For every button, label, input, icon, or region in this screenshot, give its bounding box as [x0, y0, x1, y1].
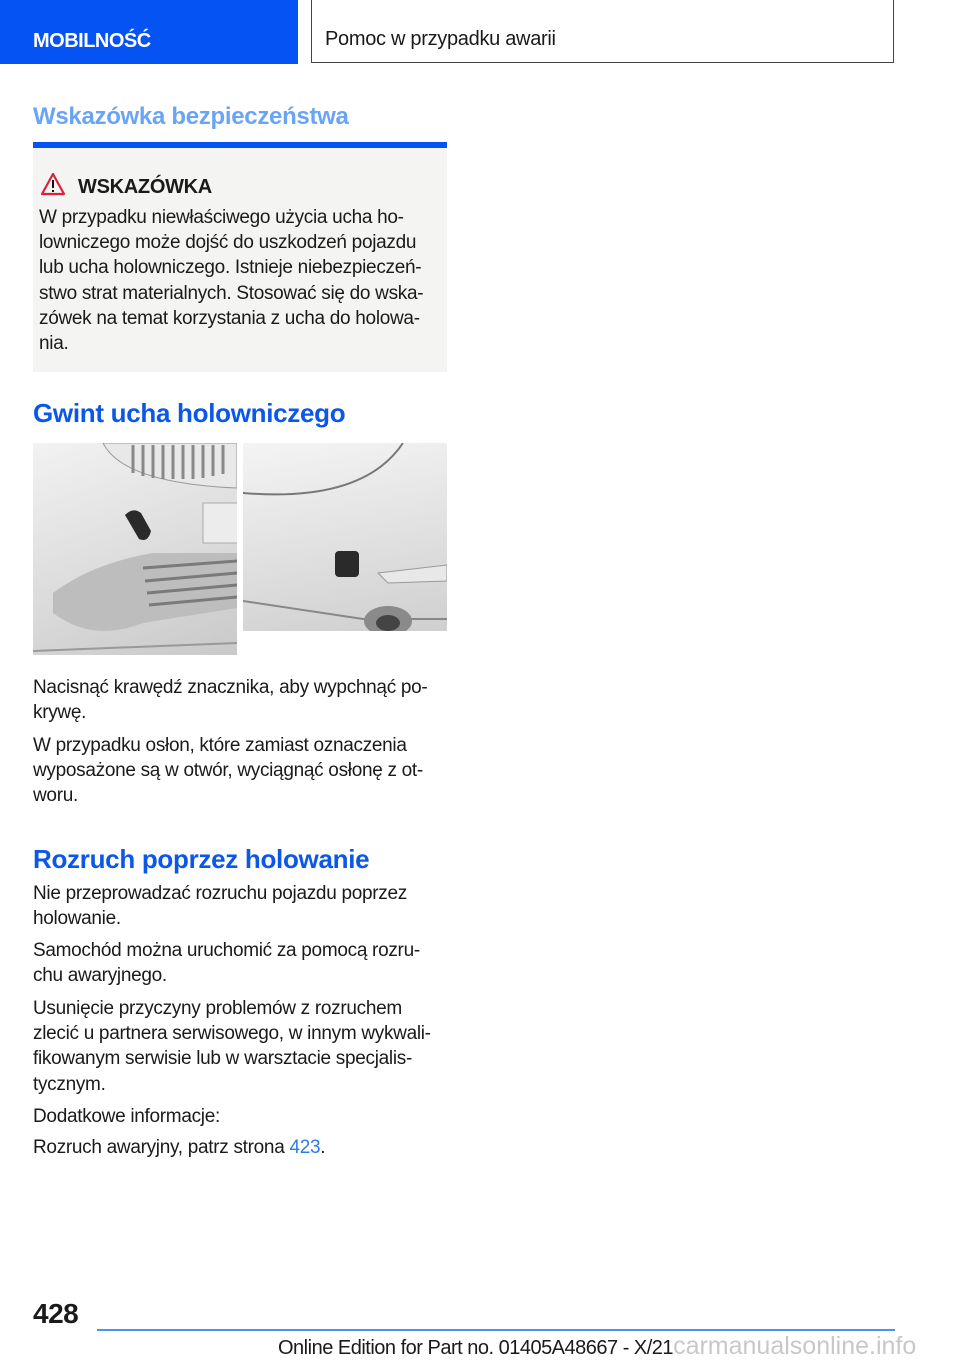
edition-text: Online Edition for Part no. 01405A48667 - X/21: [278, 1337, 674, 1359]
thread-heading: Gwint ucha holowniczego: [33, 398, 346, 428]
chapter-tab: [311, 0, 894, 63]
towstart-paragraph-4: Dodatkowe informacje:: [33, 1106, 220, 1127]
towstart-paragraph-3: Usunięcie przyczyny problemów z rozruchem zlecić u partnera serwisowego, w innym wykwali- fikowanym serwisie lub w warsztacie specjalis- tycznym.: [33, 998, 431, 1095]
thread-paragraph-1: Nacisnąć krawędź znacznika, aby wypchnąć po- krywę.: [33, 677, 428, 724]
safety-heading: Wskazówka bezpieczeństwa: [33, 103, 349, 130]
warning-triangle-icon: [40, 172, 66, 196]
section-tab: [0, 0, 298, 64]
warning-text: W przypadku niewłaściwego użycia ucha ho- lowniczego może dojść do uszkodzeń pojazdu lub ucha holowniczego. Istnieje niebezpieczeń- stwo strat materialnych. Stosować się do wska- zówek na temat korzystania z ucha do holowa- nia.: [39, 207, 424, 355]
towstart-paragraph-1: Nie przeprowadzać rozruchu pojazdu poprzez holowanie.: [33, 883, 407, 930]
section-title: MOBILNOŚĆ: [33, 30, 151, 52]
footer-edition: [278, 1332, 916, 1361]
towstart-paragraph-5: [33, 1135, 325, 1160]
warning-box: [33, 142, 447, 372]
chapter-title: Pomoc w przypadku awarii: [325, 28, 556, 50]
tow-eye-cover-photo-rear: [243, 443, 447, 631]
reference-text: Rozruch awaryjny, patrz strona: [33, 1137, 290, 1158]
towstart-paragraph-2: Samochód można uruchomić za pomocą rozru- chu awaryjnego.: [33, 940, 420, 987]
tow-eye-cover-photo-front: [33, 443, 237, 655]
footer-rule: [97, 1329, 895, 1331]
page-reference-link[interactable]: 423: [289, 1137, 321, 1158]
reference-suffix: .: [320, 1137, 326, 1158]
warning-title: WSKAZÓWKA: [78, 176, 212, 198]
towstart-heading: Rozruch poprzez holowanie: [33, 844, 370, 874]
page-number: 428: [33, 1298, 79, 1329]
watermark: carmanualsonline.info: [673, 1332, 917, 1360]
thread-paragraph-2: W przypadku osłon, które zamiast oznaczenia wyposażone są w otwór, wyciągnąć osłonę z ot- woru.: [33, 735, 423, 807]
